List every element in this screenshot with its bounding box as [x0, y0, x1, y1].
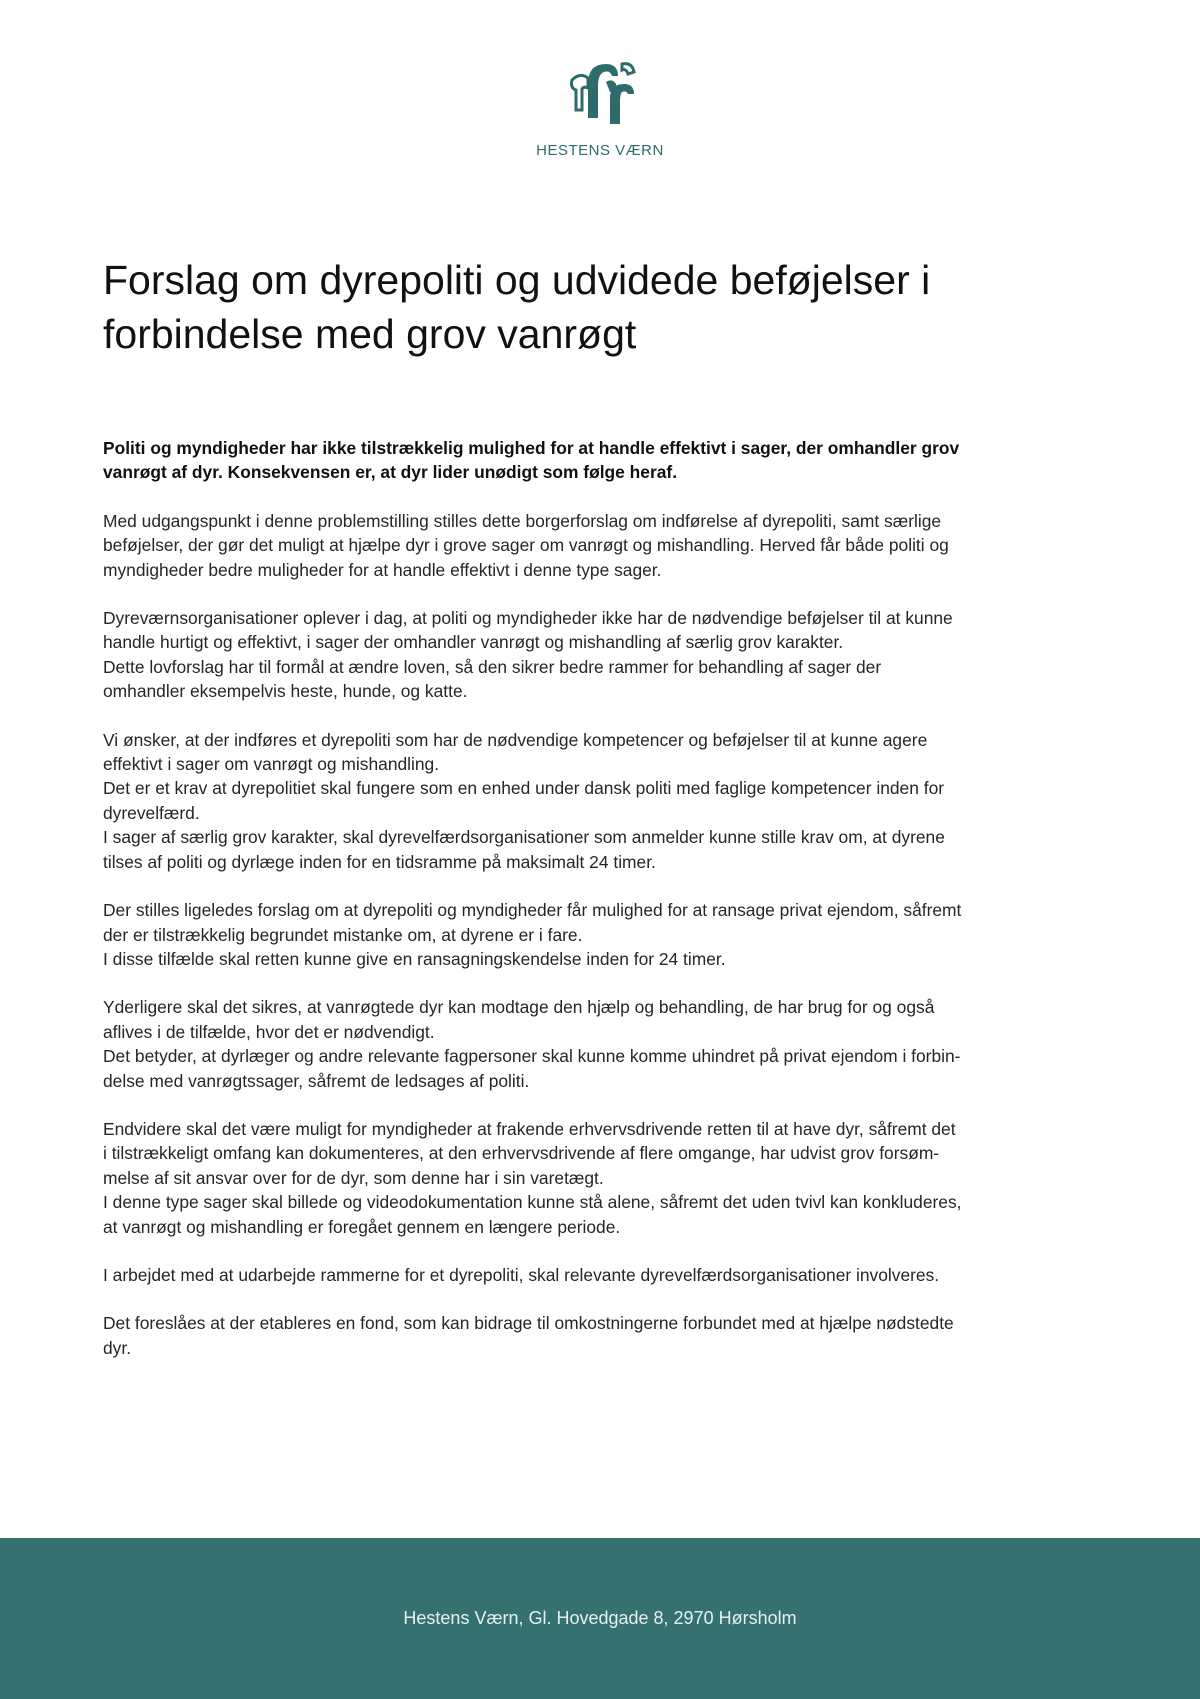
text-line: Vi ønsker, at der indføres et dyrepoliti som har de nødvendige kompetencer og beføjelser til at kunne agere: [103, 729, 928, 750]
text-line: effektivt i sager om vanrøgt og mishandling.: [103, 754, 440, 775]
paragraph-4: [103, 898, 1103, 971]
title-line: forbindelse med grov vanrøgt: [103, 311, 637, 357]
text-line: at vanrøgt og mishandling er foregået gennem en længere periode.: [103, 1216, 621, 1237]
text-line: Der stilles ligeledes forslag om at dyrepoliti og myndigheder får mulighed for at ransage privat ejendom, såfremt: [103, 900, 962, 921]
text-line: Det foreslåes at der etableres en fond, som kan bidrage til omkostningerne forbundet med at hjælpe nødstedte: [103, 1313, 954, 1334]
logo: [0, 58, 1200, 159]
text-line: melse af sit ansvar over for de dyr, som denne har i sin varetægt.: [103, 1167, 604, 1188]
text-line: Yderligere skal det sikres, at vanrøgtede dyr kan modtage den hjælp og behandling, de har brug for og også: [103, 997, 935, 1018]
title-line: Forslag om dyrepoliti og udvidede beføjelser i: [103, 257, 931, 303]
text-line: myndigheder bedre muligheder for at handle effektivt i denne type sager.: [103, 559, 662, 580]
paragraph-3: [103, 728, 1103, 874]
text-line: i tilstrækkeligt omfang kan dokumenteres, at den erhvervsdrivende af flere omgange, har udvist grov forsøm-: [103, 1143, 940, 1164]
footer-bar: [0, 1538, 1200, 1699]
text-line: Endvidere skal det være muligt for myndigheder at frakende erhvervsdrivende retten til at have dyr, såfremt det: [103, 1118, 956, 1139]
text-line: Det betyder, at dyrlæger og andre relevante fagpersoner skal kunne komme uhindret på privat ejendom i forbin-: [103, 1046, 961, 1067]
text-line: I sager af særlig grov karakter, skal dyrevelfærdsorganisationer som anmelder kunne stille krav om, at dyrene: [103, 827, 945, 848]
text-line: omhandler eksempelvis heste, hunde, og katte.: [103, 681, 468, 702]
text-line: Dette lovforslag har til formål at ændre loven, så den sikrer bedre rammer for behandling af sager der: [103, 656, 882, 677]
footer-address: Hestens Værn, Gl. Hovedgade 8, 2970 Hørsholm: [403, 1608, 797, 1628]
document-body: [103, 436, 1103, 1384]
text-line: tilses af politi og dyrlæge inden for en tidsramme på maksimalt 24 timer.: [103, 851, 656, 872]
text-line: aflives i de tilfælde, hvor det er nødvendigt.: [103, 1021, 435, 1042]
text-line: handle hurtigt og effektivt, i sager der omhandler vanrøgt og mishandling af særlig grov karakter.: [103, 632, 844, 653]
horse-heads-icon: [562, 58, 638, 130]
text-line: der er tilstrækkelig begrundet mistanke om, at dyrene er i fare.: [103, 924, 583, 945]
text-line: vanrøgt af dyr. Konsekvensen er, at dyr lider unødigt som følge heraf.: [103, 462, 678, 483]
paragraph-6: [103, 1117, 1103, 1239]
lead-paragraph: [103, 436, 1103, 485]
paragraph-8: [103, 1311, 1103, 1360]
text-line: I arbejdet med at udarbejde rammerne for et dyrepoliti, skal relevante dyrevelfærdsorganisationer involveres.: [103, 1264, 940, 1285]
text-line: I denne type sager skal billede og videodokumentation kunne stå alene, såfremt det uden tvivl kan konkluderes,: [103, 1192, 962, 1213]
paragraph-1: [103, 509, 1103, 582]
text-line: I disse tilfælde skal retten kunne give en ransagningskendelse inden for 24 timer.: [103, 948, 726, 969]
paragraph-2: [103, 606, 1103, 704]
paragraph-5: [103, 995, 1103, 1093]
text-line: delse med vanrøgtssager, såfremt de ledsages af politi.: [103, 1070, 530, 1091]
text-line: beføjelser, der gør det muligt at hjælpe dyr i grove sager om vanrøgt og mishandling. Herved får både politi og: [103, 535, 949, 556]
text-line: dyrevelfærd.: [103, 802, 200, 823]
text-line: Politi og myndigheder har ikke tilstrækkelig mulighed for at handle effektivt i sager, der omhandler grov: [103, 438, 960, 458]
logo-wordmark: HESTENS VÆRN: [536, 142, 664, 159]
page-title: [103, 253, 1083, 361]
text-line: Det er et krav at dyrepolitiet skal fungere som en enhed under dansk politi med faglige kompetencer inden for: [103, 778, 945, 799]
paragraph-7: [103, 1263, 1103, 1287]
text-line: Dyreværnsorganisationer oplever i dag, at politi og myndigheder ikke har de nødvendige beføjelser til at kunne: [103, 608, 953, 629]
text-line: Med udgangspunkt i denne problemstilling stilles dette borgerforslag om indførelse af dyrepoliti, samt særlige: [103, 510, 942, 531]
text-line: dyr.: [103, 1337, 132, 1358]
